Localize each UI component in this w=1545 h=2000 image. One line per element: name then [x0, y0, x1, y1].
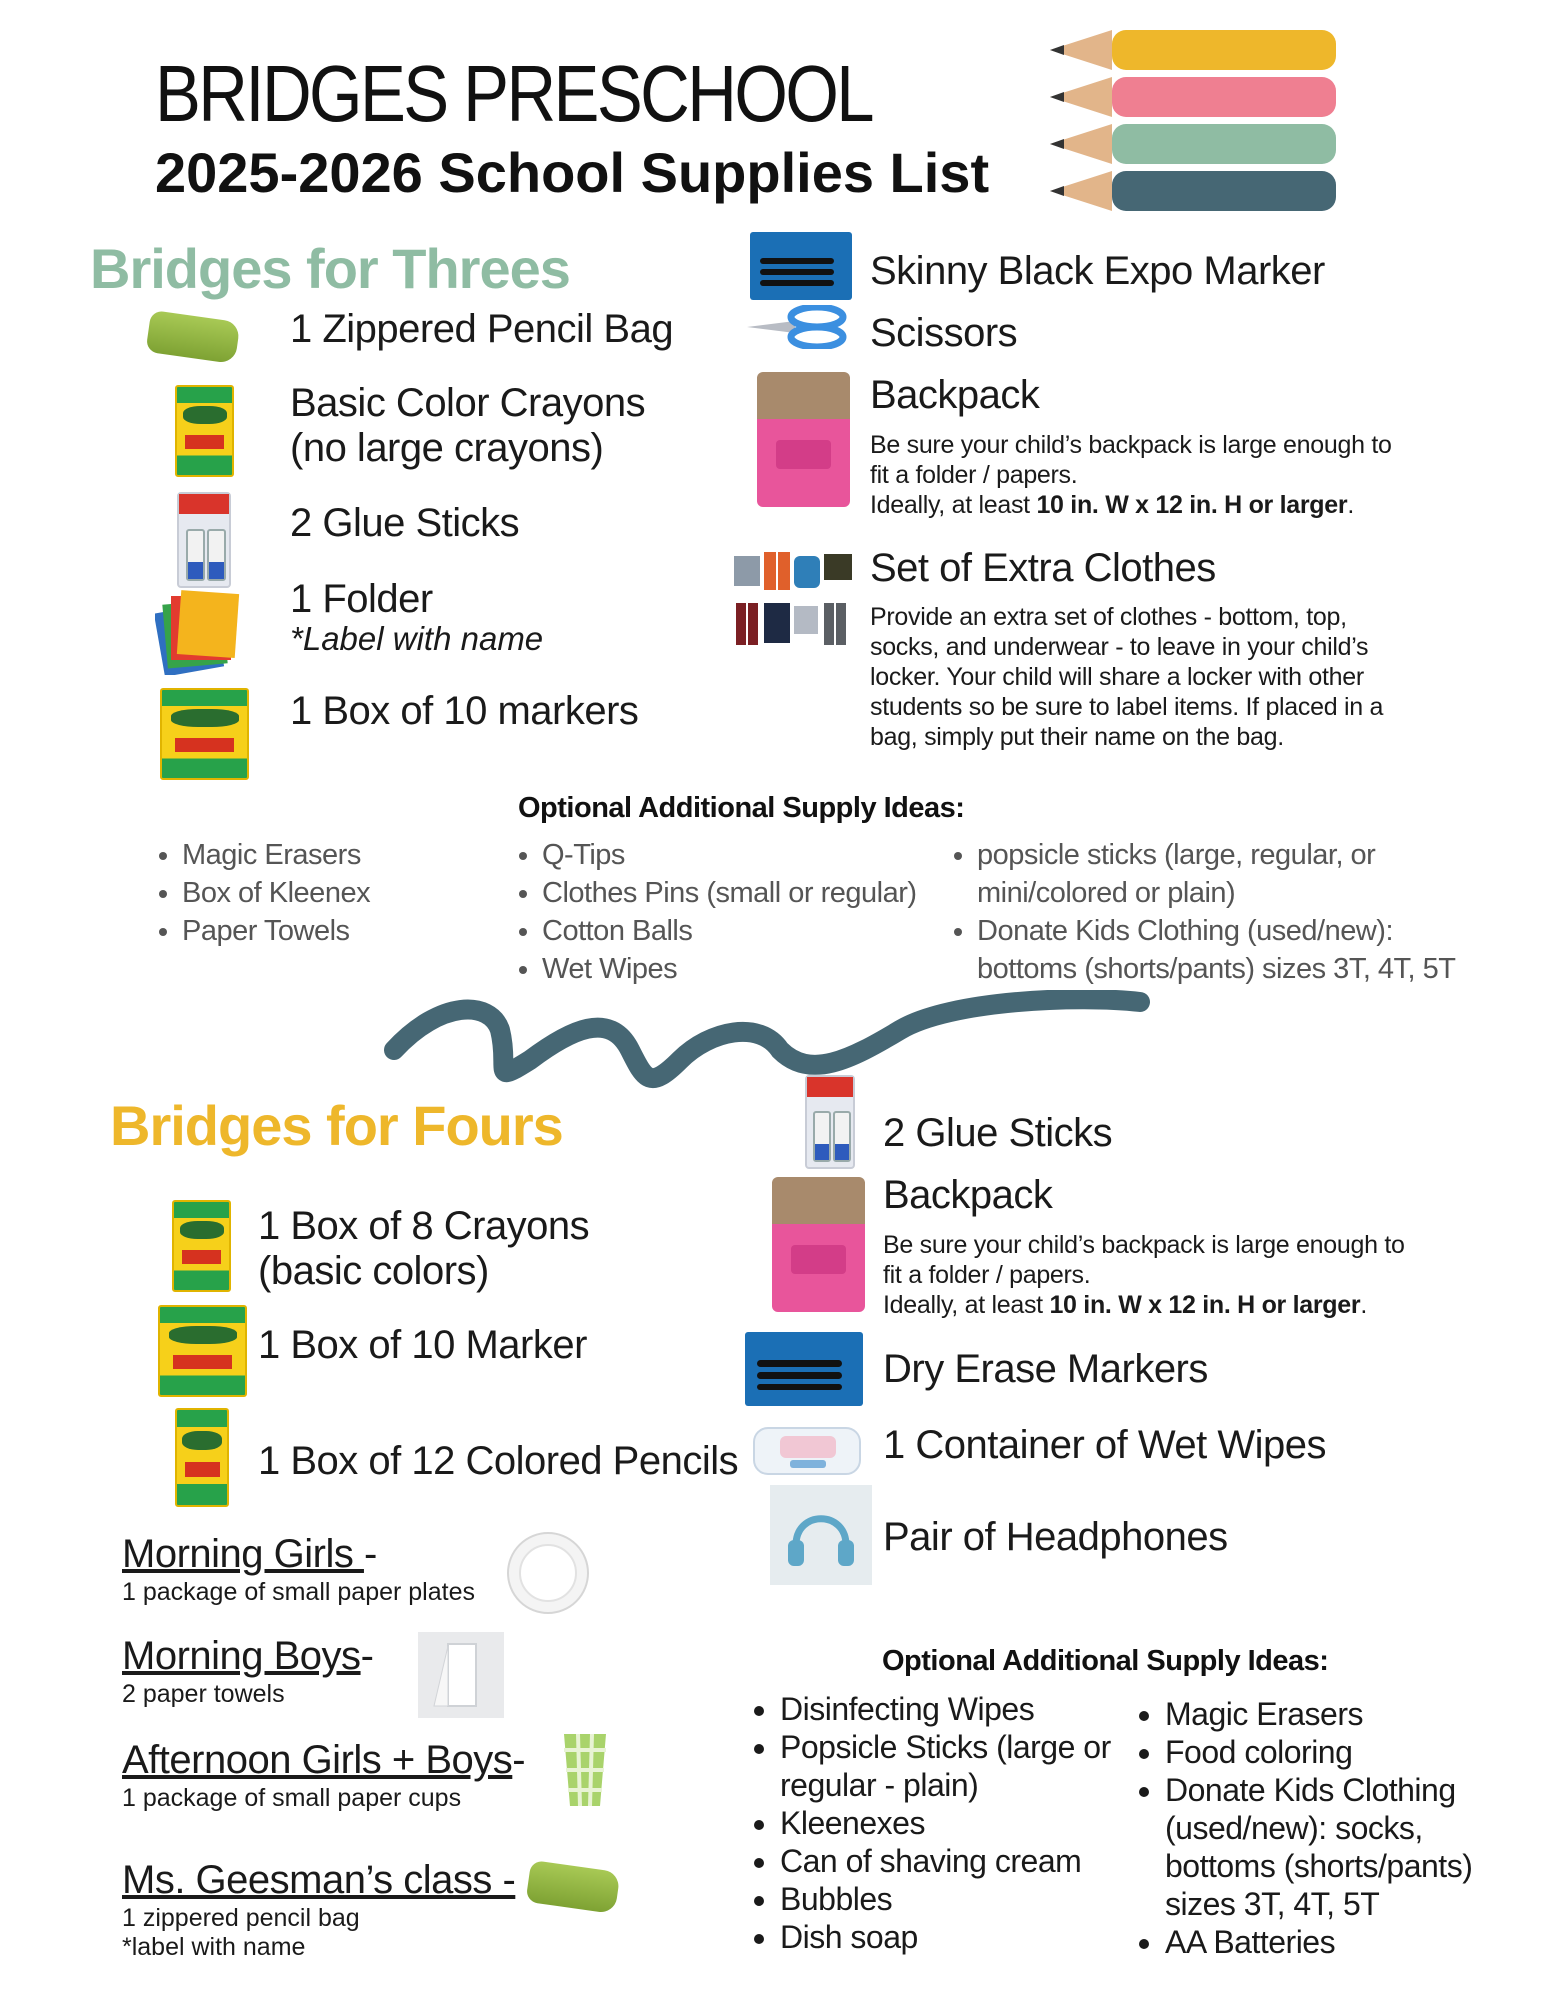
backpack-size: 10 in. W x 12 in. H or larger — [1049, 1291, 1361, 1319]
backpack-desc-line: fit a folder / papers. — [870, 461, 1078, 489]
fours-optional-title: Optional Additional Supply Ideas: — [882, 1645, 1329, 1677]
item-folder: 1 Folder — [290, 577, 433, 621]
wet-wipes-icon — [750, 1420, 865, 1480]
backpack-desc-line: Be sure your child’s backpack is large enough to — [870, 431, 1392, 459]
markers-box-icon — [160, 688, 249, 780]
backpack-size: 10 in. W x 12 in. H or larger — [1036, 491, 1348, 519]
page-title: 2025-2026 School Supplies List — [155, 141, 990, 204]
list-item: bottoms (shorts/pants) sizes 3T, 4T, 5T — [977, 953, 1456, 985]
pencil-green-icon — [1050, 124, 1336, 164]
pencils-icon — [1050, 28, 1350, 213]
item-glue-sticks: 2 Glue Sticks — [290, 501, 520, 545]
list-item: regular - plain) — [780, 1767, 979, 1803]
group-title: Morning Boys — [122, 1634, 361, 1678]
folders-icon — [155, 590, 245, 675]
list-item: mini/colored or plain) — [977, 877, 1236, 909]
list-item: • Clothes Pins (small or regular) — [542, 874, 917, 912]
list-item: • Disinfecting Wipes — [780, 1690, 1111, 1728]
group-afternoon — [122, 1738, 525, 1783]
headphones-icon — [770, 1485, 872, 1585]
list-item: • Donate Kids Clothing — [1165, 1771, 1472, 1809]
paper-cups-icon — [560, 1730, 610, 1810]
backpack-desc-line: Ideally, at least — [883, 1291, 1050, 1319]
list-item: • Box of Kleenex — [182, 874, 370, 912]
glue-sticks-icon — [177, 492, 231, 588]
list-item: • Magic Erasers — [1165, 1695, 1472, 1733]
item-crayons: Basic Color Crayons — [290, 381, 646, 425]
backpack-icon — [757, 372, 850, 507]
group-title: Afternoon Girls + Boys — [122, 1738, 513, 1782]
threes-optional-col1 — [150, 836, 370, 950]
group-morning-girls — [122, 1532, 377, 1577]
list-item: • Food coloring — [1165, 1733, 1472, 1771]
list-item: • Bubbles — [780, 1880, 1111, 1918]
clothes-desc-line: bag, simply put their name on the bag. — [870, 723, 1284, 751]
group-afternoon-desc: 1 package of small paper cups — [122, 1784, 462, 1812]
backpack-desc-line: Ideally, at least — [870, 491, 1037, 519]
paper-plate-icon — [505, 1530, 591, 1616]
item-crayons-8: 1 Box of 8 Crayons — [258, 1204, 590, 1248]
backpack-description-4 — [883, 1230, 1443, 1320]
clothes-icon — [730, 548, 855, 648]
school-name: BRIDGES PRESCHOOL — [155, 49, 872, 138]
group-dash: - — [363, 1532, 377, 1576]
item-wet-wipes: 1 Container of Wet Wipes — [883, 1423, 1327, 1467]
list-item: • Wet Wipes — [542, 950, 917, 988]
group-morning-boys-desc: 2 paper towels — [122, 1680, 285, 1708]
group-morning-boys — [122, 1634, 373, 1679]
pencil-bag-icon — [526, 1860, 621, 1914]
item-crayons-note: (no large crayons) — [290, 426, 604, 470]
backpack-desc-line: fit a folder / papers. — [883, 1261, 1091, 1289]
list-item: • Cotton Balls — [542, 912, 917, 950]
fours-heading: Bridges for Fours — [110, 1094, 563, 1157]
list-item: • Dish soap — [780, 1918, 1111, 1956]
item-expo-marker: Skinny Black Expo Marker — [870, 249, 1325, 293]
group-ms-geesman-desc: 1 zippered pencil bag — [122, 1904, 360, 1932]
backpack-desc-end: . — [1360, 1291, 1367, 1319]
list-item: • Can of shaving cream — [780, 1842, 1111, 1880]
list-item: • popsicle sticks (large, regular, or — [977, 836, 1456, 874]
threes-optional-title: Optional Additional Supply Ideas: — [518, 792, 965, 824]
item-markers: 1 Box of 10 markers — [290, 689, 639, 733]
item-glue-sticks-4: 2 Glue Sticks — [883, 1111, 1113, 1155]
paper-towel-icon — [418, 1632, 504, 1718]
group-title: Morning Girls — [122, 1532, 364, 1576]
crayons-box-icon — [172, 1200, 231, 1292]
pencil-pink-icon — [1050, 77, 1336, 117]
expo-marker-icon — [745, 1332, 863, 1406]
item-colored-pencils: 1 Box of 12 Colored Pencils — [258, 1439, 739, 1483]
pencil-slate-icon — [1050, 171, 1336, 211]
item-backpack-4: Backpack — [883, 1173, 1053, 1217]
item-pencil-bag: 1 Zippered Pencil Bag — [290, 307, 674, 351]
item-markers-10: 1 Box of 10 Marker — [258, 1323, 587, 1367]
backpack-desc-end: . — [1347, 491, 1354, 519]
list-item: (used/new): socks, — [1165, 1810, 1423, 1846]
list-item: bottoms (shorts/pants) — [1165, 1848, 1473, 1884]
list-item: • Popsicle Sticks (large or — [780, 1728, 1111, 1766]
list-item: • AA Batteries — [1165, 1923, 1472, 1961]
colored-pencils-icon — [175, 1408, 229, 1507]
scissors-icon — [745, 305, 855, 349]
item-extra-clothes: Set of Extra Clothes — [870, 546, 1216, 590]
group-dash: - — [360, 1634, 374, 1678]
clothes-desc-line: Provide an extra set of clothes - bottom, top, — [870, 603, 1347, 631]
expo-marker-icon — [750, 232, 852, 300]
backpack-icon — [772, 1177, 865, 1312]
pencil-yellow-icon — [1050, 30, 1336, 70]
backpack-description — [870, 430, 1430, 520]
group-dash: - — [512, 1738, 526, 1782]
squiggle-divider — [380, 990, 1160, 1100]
list-item: sizes 3T, 4T, 5T — [1165, 1886, 1380, 1922]
list-item: • Kleenexes — [780, 1804, 1111, 1842]
group-ms-geesman-note: *label with name — [122, 1933, 306, 1961]
clothes-desc-line: socks, and underwear - to leave in your child’s — [870, 633, 1369, 661]
clothes-description — [870, 602, 1450, 752]
crayons-box-icon — [175, 385, 234, 477]
threes-optional-col2 — [510, 836, 917, 988]
list-item: • Paper Towels — [182, 912, 370, 950]
list-item: • Magic Erasers — [182, 836, 370, 874]
clothes-desc-line: students so be sure to label items. If placed in a — [870, 693, 1384, 721]
item-crayons-8-note: (basic colors) — [258, 1249, 489, 1293]
pencil-bag-icon — [146, 310, 241, 364]
list-item: • Q-Tips — [542, 836, 917, 874]
fours-optional-col1 — [748, 1690, 1111, 1956]
group-morning-girls-desc: 1 package of small paper plates — [122, 1578, 475, 1606]
threes-optional-col3 — [945, 836, 1456, 988]
group-ms-geesman — [122, 1858, 515, 1903]
item-backpack: Backpack — [870, 373, 1040, 417]
backpack-desc-line: Be sure your child’s backpack is large enough to — [883, 1231, 1405, 1259]
threes-heading: Bridges for Threes — [90, 237, 570, 300]
markers-box-icon — [158, 1305, 247, 1397]
clothes-desc-line: locker. Your child will share a locker with other — [870, 663, 1364, 691]
item-dry-erase-markers: Dry Erase Markers — [883, 1347, 1208, 1391]
item-folder-note: *Label with name — [290, 620, 544, 657]
group-title: Ms. Geesman’s class - — [122, 1858, 516, 1902]
item-scissors: Scissors — [870, 311, 1018, 355]
list-item: • Donate Kids Clothing (used/new): — [977, 912, 1456, 950]
item-headphones: Pair of Headphones — [883, 1515, 1228, 1559]
fours-optional-col2 — [1133, 1695, 1472, 1961]
glue-sticks-icon — [805, 1075, 855, 1169]
